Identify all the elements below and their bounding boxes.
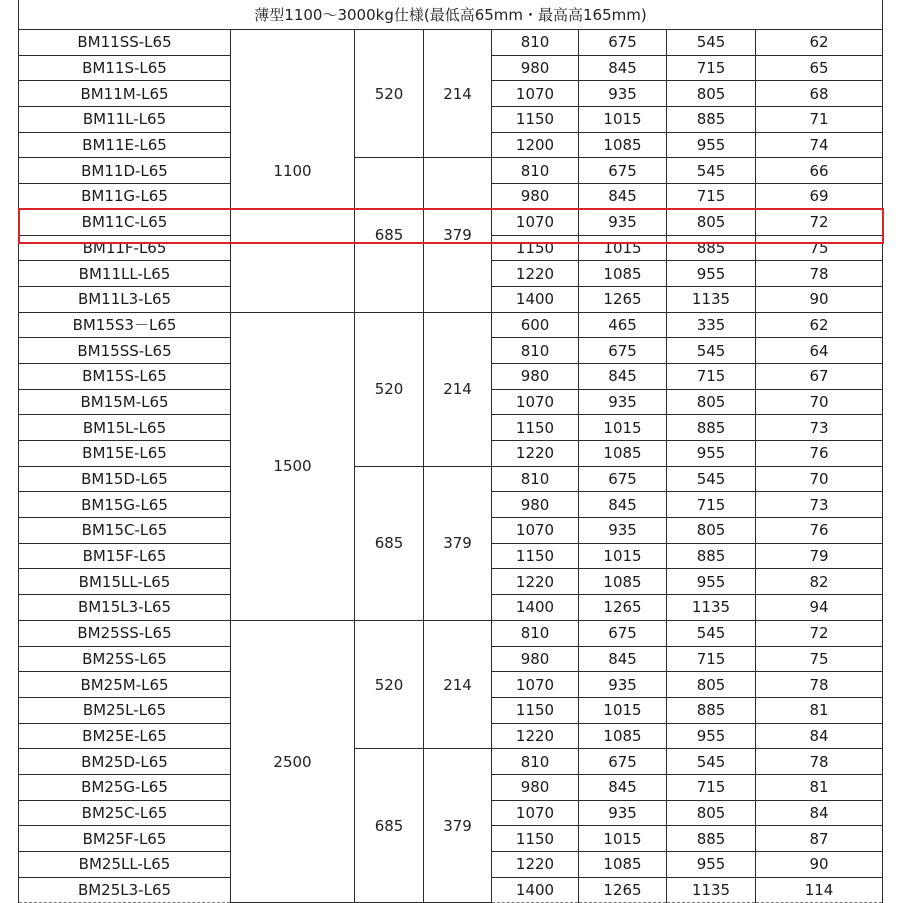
value-cell: 980 (492, 646, 579, 672)
value-cell: 465 (579, 312, 667, 338)
model-cell: BM11S-L65 (19, 55, 231, 81)
value-cell: 845 (579, 55, 667, 81)
value-cell: 1085 (579, 132, 667, 158)
model-cell: BM25D-L65 (19, 749, 231, 775)
value-cell: 67 (756, 363, 883, 389)
value-cell: 90 (756, 286, 883, 312)
value-cell: 78 (756, 672, 883, 698)
value-cell: 845 (579, 184, 667, 210)
height-cell: 379 (424, 466, 492, 620)
value-cell: 1015 (579, 543, 667, 569)
value-cell: 65 (756, 55, 883, 81)
value-cell: 675 (579, 620, 667, 646)
value-cell: 62 (756, 312, 883, 338)
value-cell: 1085 (579, 852, 667, 878)
value-cell: 810 (492, 749, 579, 775)
value-cell: 1085 (579, 569, 667, 595)
table-row (19, 312, 883, 338)
value-cell: 980 (492, 363, 579, 389)
value-cell: 72 (756, 620, 883, 646)
value-cell: 1220 (492, 852, 579, 878)
value-cell: 1150 (492, 415, 579, 441)
capacity-cell: 1500 (231, 312, 355, 620)
value-cell: 74 (756, 132, 883, 158)
value-cell: 72 (756, 209, 883, 235)
value-cell: 84 (756, 800, 883, 826)
value-cell: 545 (667, 158, 756, 184)
value-cell: 1015 (579, 107, 667, 133)
value-cell: 955 (667, 569, 756, 595)
model-cell: BM15D-L65 (19, 466, 231, 492)
value-cell: 62 (756, 30, 883, 56)
model-cell: BM15G-L65 (19, 492, 231, 518)
model-cell: BM25E-L65 (19, 723, 231, 749)
value-cell: 78 (756, 261, 883, 287)
value-cell: 600 (492, 312, 579, 338)
value-cell: 87 (756, 826, 883, 852)
value-cell: 935 (579, 800, 667, 826)
table-row (19, 749, 883, 775)
value-cell: 1150 (492, 826, 579, 852)
capacity-cell: 1100 (231, 30, 355, 313)
value-cell: 90 (756, 852, 883, 878)
value-cell: 1135 (667, 877, 756, 903)
value-cell: 805 (667, 518, 756, 544)
value-cell: 935 (579, 518, 667, 544)
model-cell: BM25G-L65 (19, 774, 231, 800)
value-cell: 805 (667, 672, 756, 698)
model-cell: BM25F-L65 (19, 826, 231, 852)
value-cell: 1015 (579, 697, 667, 723)
width-cell: 520 (355, 30, 424, 158)
value-cell: 810 (492, 620, 579, 646)
value-cell: 1015 (579, 415, 667, 441)
value-cell: 885 (667, 697, 756, 723)
width-cell: 685 (355, 749, 424, 903)
model-cell: BM11L-L65 (19, 107, 231, 133)
table-title-row (19, 0, 883, 30)
model-cell: BM25LL-L65 (19, 852, 231, 878)
model-cell: BM11D-L65 (19, 158, 231, 184)
model-cell: BM25C-L65 (19, 800, 231, 826)
capacity-cell: 2500 (231, 620, 355, 903)
value-cell: 1085 (579, 441, 667, 467)
value-cell: 1070 (492, 389, 579, 415)
table-row (19, 30, 883, 56)
value-cell: 1220 (492, 261, 579, 287)
value-cell: 81 (756, 774, 883, 800)
value-cell: 545 (667, 620, 756, 646)
table-title: 薄型1100～3000kg仕様(最低高65mm・最高高165mm) (19, 0, 883, 30)
model-cell: BM11F-L65 (19, 235, 231, 261)
value-cell: 1015 (579, 826, 667, 852)
value-cell: 715 (667, 184, 756, 210)
value-cell: 78 (756, 749, 883, 775)
value-cell: 980 (492, 774, 579, 800)
value-cell: 845 (579, 774, 667, 800)
value-cell: 980 (492, 184, 579, 210)
width-cell: 520 (355, 620, 424, 748)
value-cell: 64 (756, 338, 883, 364)
value-cell: 885 (667, 235, 756, 261)
value-cell: 715 (667, 646, 756, 672)
value-cell: 1070 (492, 672, 579, 698)
value-cell: 1400 (492, 595, 579, 621)
model-cell: BM11L3-L65 (19, 286, 231, 312)
spec-table (18, 0, 883, 903)
value-cell: 845 (579, 363, 667, 389)
value-cell: 1400 (492, 286, 579, 312)
value-cell: 76 (756, 441, 883, 467)
value-cell: 1265 (579, 595, 667, 621)
value-cell: 66 (756, 158, 883, 184)
height-cell: 214 (424, 30, 492, 158)
value-cell: 1070 (492, 518, 579, 544)
value-cell: 1220 (492, 723, 579, 749)
value-cell: 73 (756, 415, 883, 441)
value-cell: 935 (579, 389, 667, 415)
value-cell: 935 (579, 672, 667, 698)
model-cell: BM15LL-L65 (19, 569, 231, 595)
value-cell: 885 (667, 543, 756, 569)
value-cell: 75 (756, 235, 883, 261)
value-cell: 545 (667, 338, 756, 364)
value-cell: 805 (667, 800, 756, 826)
model-cell: BM15C-L65 (19, 518, 231, 544)
value-cell: 1135 (667, 286, 756, 312)
value-cell: 955 (667, 132, 756, 158)
table-row (19, 466, 883, 492)
value-cell: 675 (579, 749, 667, 775)
value-cell: 69 (756, 184, 883, 210)
value-cell: 79 (756, 543, 883, 569)
model-cell: BM25L-L65 (19, 697, 231, 723)
model-cell: BM15SS-L65 (19, 338, 231, 364)
value-cell: 1015 (579, 235, 667, 261)
model-cell: BM15L3-L65 (19, 595, 231, 621)
model-cell: BM25S-L65 (19, 646, 231, 672)
value-cell: 810 (492, 158, 579, 184)
value-cell: 1220 (492, 441, 579, 467)
width-cell: 685 (355, 466, 424, 620)
height-cell: 214 (424, 620, 492, 748)
value-cell: 935 (579, 209, 667, 235)
height-cell: 379 (424, 158, 492, 312)
table-row (19, 620, 883, 646)
value-cell: 1150 (492, 543, 579, 569)
value-cell: 81 (756, 697, 883, 723)
value-cell: 980 (492, 55, 579, 81)
value-cell: 885 (667, 107, 756, 133)
value-cell: 810 (492, 338, 579, 364)
model-cell: BM15M-L65 (19, 389, 231, 415)
value-cell: 715 (667, 55, 756, 81)
value-cell: 675 (579, 158, 667, 184)
height-cell: 379 (424, 749, 492, 903)
model-cell: BM11LL-L65 (19, 261, 231, 287)
value-cell: 1070 (492, 800, 579, 826)
value-cell: 1220 (492, 569, 579, 595)
value-cell: 675 (579, 338, 667, 364)
value-cell: 1400 (492, 877, 579, 903)
value-cell: 1150 (492, 697, 579, 723)
value-cell: 335 (667, 312, 756, 338)
value-cell: 955 (667, 852, 756, 878)
value-cell: 1150 (492, 107, 579, 133)
model-cell: BM11C-L65 (19, 209, 231, 235)
model-cell: BM11E-L65 (19, 132, 231, 158)
value-cell: 810 (492, 466, 579, 492)
value-cell: 73 (756, 492, 883, 518)
value-cell: 935 (579, 81, 667, 107)
value-cell: 1085 (579, 723, 667, 749)
value-cell: 715 (667, 492, 756, 518)
value-cell: 1085 (579, 261, 667, 287)
value-cell: 805 (667, 389, 756, 415)
value-cell: 805 (667, 81, 756, 107)
model-cell: BM25SS-L65 (19, 620, 231, 646)
value-cell: 885 (667, 415, 756, 441)
model-cell: BM15F-L65 (19, 543, 231, 569)
value-cell: 75 (756, 646, 883, 672)
value-cell: 955 (667, 441, 756, 467)
value-cell: 545 (667, 466, 756, 492)
value-cell: 980 (492, 492, 579, 518)
value-cell: 1135 (667, 595, 756, 621)
value-cell: 675 (579, 466, 667, 492)
value-cell: 545 (667, 749, 756, 775)
value-cell: 845 (579, 492, 667, 518)
model-cell: BM15S-L65 (19, 363, 231, 389)
value-cell: 810 (492, 30, 579, 56)
width-cell: 685 (355, 158, 424, 312)
model-cell: BM11M-L65 (19, 81, 231, 107)
value-cell: 84 (756, 723, 883, 749)
table-row (19, 158, 883, 184)
value-cell: 114 (756, 877, 883, 903)
value-cell: 76 (756, 518, 883, 544)
value-cell: 70 (756, 466, 883, 492)
value-cell: 805 (667, 209, 756, 235)
value-cell: 68 (756, 81, 883, 107)
value-cell: 845 (579, 646, 667, 672)
value-cell: 1200 (492, 132, 579, 158)
value-cell: 71 (756, 107, 883, 133)
value-cell: 94 (756, 595, 883, 621)
value-cell: 1070 (492, 209, 579, 235)
value-cell: 1070 (492, 81, 579, 107)
value-cell: 82 (756, 569, 883, 595)
value-cell: 955 (667, 261, 756, 287)
width-cell: 520 (355, 312, 424, 466)
value-cell: 885 (667, 826, 756, 852)
value-cell: 70 (756, 389, 883, 415)
model-cell: BM25M-L65 (19, 672, 231, 698)
value-cell: 1265 (579, 286, 667, 312)
value-cell: 955 (667, 723, 756, 749)
value-cell: 715 (667, 363, 756, 389)
height-cell: 214 (424, 312, 492, 466)
value-cell: 1150 (492, 235, 579, 261)
value-cell: 675 (579, 30, 667, 56)
value-cell: 1265 (579, 877, 667, 903)
value-cell: 545 (667, 30, 756, 56)
model-cell: BM25L3-L65 (19, 877, 231, 903)
model-cell: BM15E-L65 (19, 441, 231, 467)
model-cell: BM11G-L65 (19, 184, 231, 210)
model-cell: BM15L-L65 (19, 415, 231, 441)
model-cell: BM11SS-L65 (19, 30, 231, 56)
model-cell: BM15S3－L65 (19, 312, 231, 338)
value-cell: 715 (667, 774, 756, 800)
